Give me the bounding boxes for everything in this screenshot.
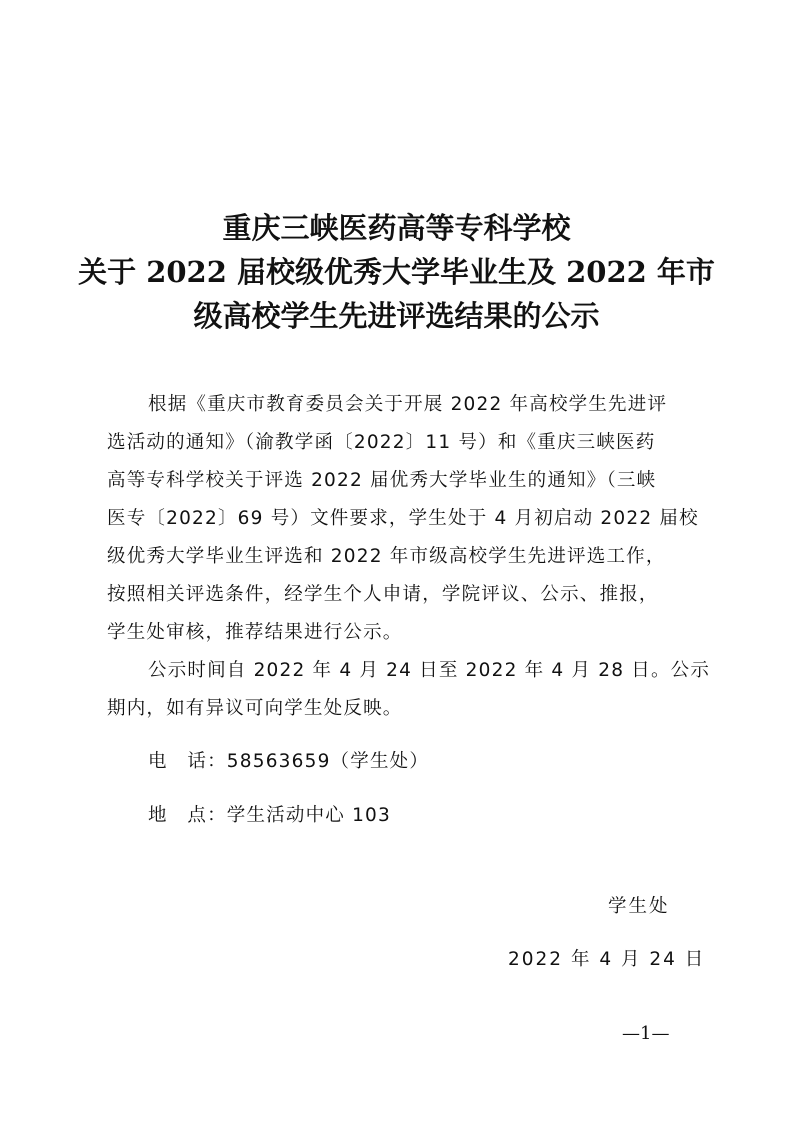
paragraph-1-line: 学生处审核，推荐结果进行公示。 [107, 622, 403, 643]
paragraph-1-line: 高等专科学校关于评选 2022 届优秀大学毕业生的通知》（三峡 [107, 470, 657, 491]
title-line-3: 级高校学生先进评选结果的公示 [193, 299, 600, 333]
paragraph-1-line: 根据《重庆市教育委员会关于开展 2022 年高校学生先进评 [148, 394, 668, 415]
paragraph-2-line: 期内，如有异议可向学生处反映。 [107, 698, 403, 719]
title-line-1: 重庆三峡医药高等专科学校 [222, 211, 571, 245]
signature-date: 2022 年 4 月 24 日 [508, 949, 706, 970]
paragraph-1-line: 选活动的通知》（渝教学函〔2022〕11 号）和《重庆三峡医药 [107, 432, 656, 453]
paragraph-1-line: 按照相关评选条件，经学生个人申请，学院评议、公示、推报， [107, 584, 659, 605]
paragraph-1-line: 医专〔2022〕69 号）文件要求，学生处于 4 月初启动 2022 届校 [107, 508, 699, 529]
contact-location: 地 点：学生活动中心 103 [148, 805, 391, 826]
signature-department: 学生处 [608, 896, 670, 917]
paragraph-2-line: 公示时间自 2022 年 4 月 24 日至 2022 年 4 月 28 日。公示 [148, 660, 711, 681]
contact-phone: 电 话：58563659（学生处） [148, 751, 430, 772]
title-line-2: 关于 2022 届校级优秀大学毕业生及 2022 年市 [78, 255, 715, 289]
paragraph-1-line: 级优秀大学毕业生评选和 2022 年市级高校学生先进评选工作， [107, 546, 666, 567]
page-number: —1— [622, 1023, 670, 1044]
